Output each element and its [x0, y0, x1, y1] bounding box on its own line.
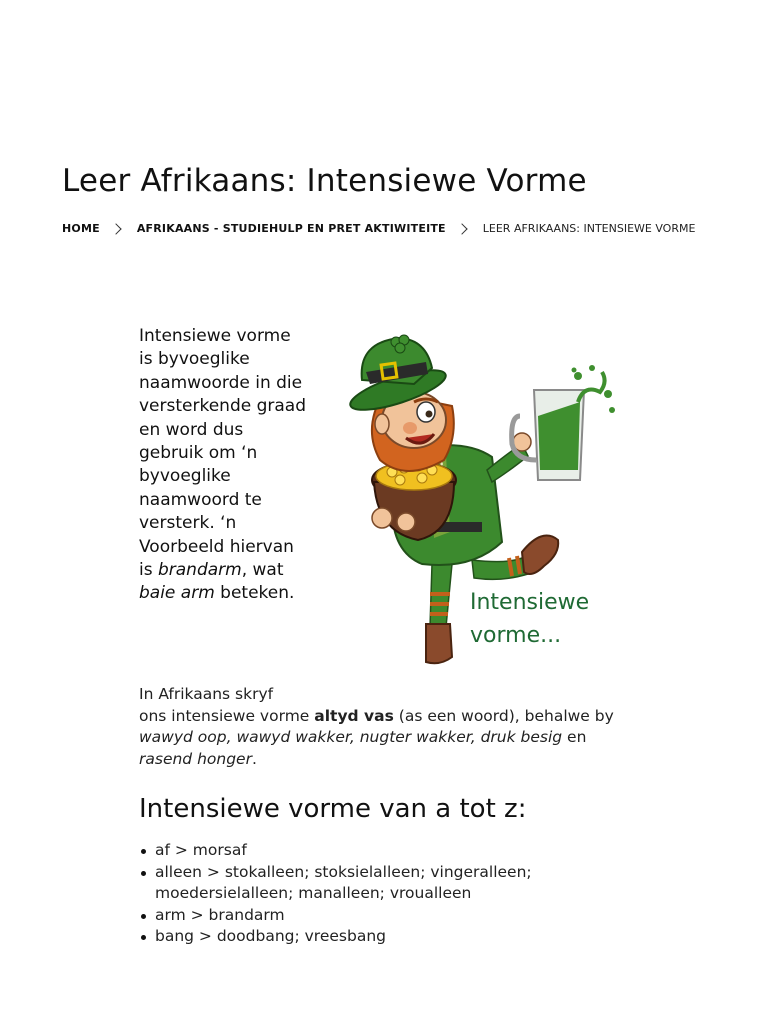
exception-last: rasend honger [139, 749, 252, 768]
illustration-caption: Intensiewe vorme... [470, 590, 590, 648]
intensive-forms-list [139, 840, 595, 945]
chevron-right-icon [110, 223, 121, 234]
intro-text-start: Intensiewe vorme is byvoeglike naamwoorde in die versterkende graad en word dus gebruik om ‘n byvoeglike naamwoord te versterk. ‘n Voorbeeld hiervan is [139, 326, 307, 581]
intro-text-middle: , wat [241, 560, 284, 581]
page-title: Leer Afrikaans: Intensiewe Vorme [62, 163, 587, 199]
list-item: bang > doodbang; vreesbang [155, 926, 595, 948]
intro-example-meaning: baie arm [139, 583, 215, 604]
breadcrumb-home-link[interactable]: HOME [62, 222, 100, 235]
breadcrumb-current: LEER AFRIKAANS: INTENSIEWE VORME [482, 222, 696, 235]
spelling-paragraph [139, 684, 619, 770]
spelling-text: . [251, 749, 257, 768]
breadcrumb [62, 222, 695, 235]
exception-list: wawyd oop, wawyd wakker, nugter wakker, druk besig [139, 728, 563, 746]
spelling-text: ons intensiewe vorme [139, 706, 315, 725]
spelling-paragraph-line1: In Afrikaans skryf [139, 685, 274, 703]
section-heading: Intensiewe vorme van a tot z: [139, 794, 527, 824]
spelling-rule-bold: altyd vas [314, 706, 394, 725]
chevron-right-icon [456, 223, 467, 234]
spelling-text: (as een woord), behalwe by [393, 706, 614, 725]
intro-example-word: brandarm [157, 560, 242, 581]
spelling-text: en [562, 728, 587, 746]
list-item: alleen > stokalleen; stoksielalleen; vingeralleen; moedersielalleen; manalleen; vroualleen [155, 862, 595, 905]
intro-text-end: beteken. [214, 583, 295, 604]
breadcrumb-category-link[interactable]: AFRIKAANS - STUDIEHULP EN PRET AKTIWITEITE [136, 222, 446, 235]
list-item: arm > brandarm [155, 905, 595, 927]
intro-paragraph [139, 325, 309, 606]
list-item: af > morsaf [155, 840, 595, 862]
